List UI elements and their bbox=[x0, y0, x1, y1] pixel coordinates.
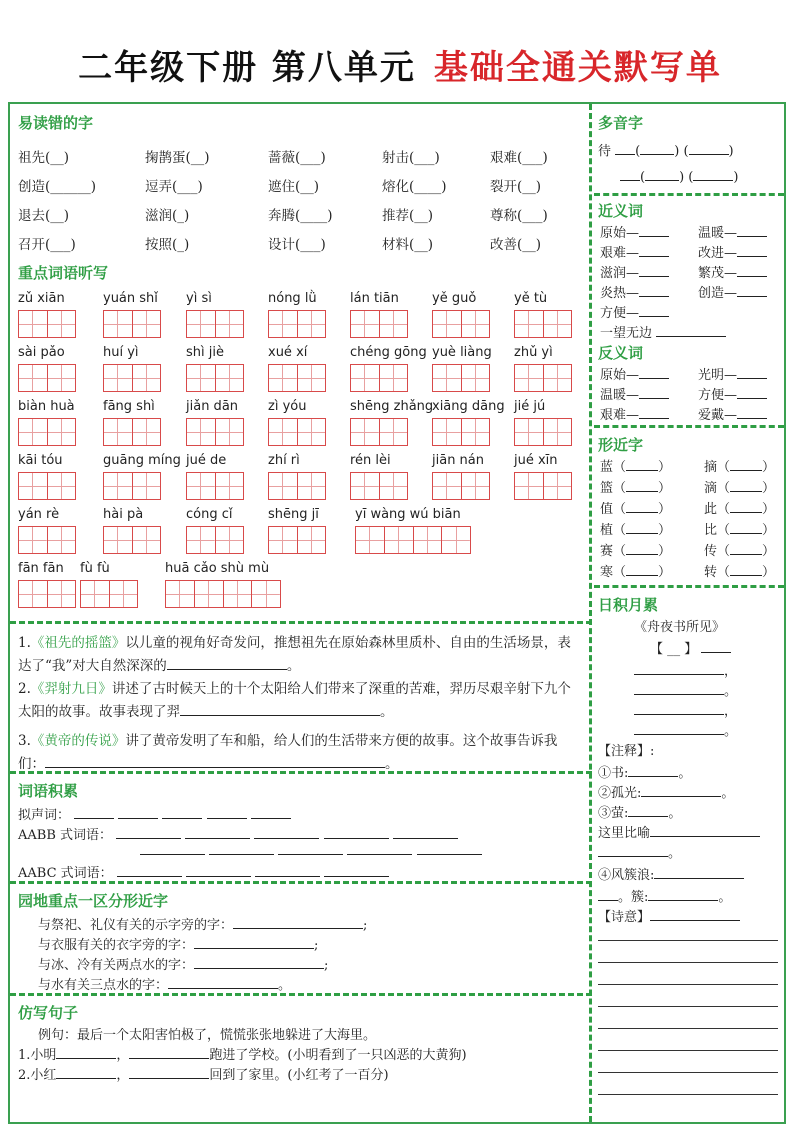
grid-cell[interactable] bbox=[216, 473, 244, 499]
grid-cell[interactable] bbox=[187, 311, 216, 337]
writing-grid[interactable] bbox=[268, 364, 326, 392]
grid-cell[interactable] bbox=[133, 527, 161, 553]
synonym-word: 艰难 bbox=[600, 246, 627, 261]
easy-read-word: 裂开(__) bbox=[490, 179, 542, 195]
writing-grid[interactable] bbox=[355, 526, 471, 554]
grid-cell[interactable] bbox=[19, 581, 48, 607]
grid-cell[interactable] bbox=[462, 473, 490, 499]
grid-cell[interactable] bbox=[462, 311, 490, 337]
pinyin-label: huā cǎo shù mù bbox=[165, 561, 270, 576]
meaning-line[interactable] bbox=[598, 1028, 778, 1029]
writing-grid[interactable] bbox=[350, 418, 408, 446]
grid-cell[interactable] bbox=[195, 581, 224, 607]
grid-cell[interactable] bbox=[515, 419, 544, 445]
grid-cell[interactable] bbox=[133, 473, 161, 499]
similar-char: 此 bbox=[704, 502, 718, 517]
similar-char: 蓝 bbox=[600, 460, 614, 475]
writing-grid[interactable] bbox=[103, 418, 161, 446]
pinyin-label: zì yóu bbox=[268, 399, 307, 414]
pinyin-label: xué xí bbox=[268, 345, 308, 360]
page-title bbox=[0, 40, 800, 89]
grid-cell[interactable] bbox=[269, 311, 298, 337]
poem-line-1: ， bbox=[634, 660, 737, 679]
grid-cell[interactable] bbox=[48, 527, 76, 553]
synonym-item: 温暖— bbox=[698, 222, 767, 241]
meaning-line[interactable] bbox=[598, 962, 778, 963]
easy-read-word: 遮住(__) bbox=[268, 179, 320, 195]
polyphone-row-1: 待 ( ) ( ) bbox=[598, 144, 734, 159]
similar-heading: 形近字 bbox=[598, 436, 644, 454]
writing-grid[interactable] bbox=[268, 310, 326, 338]
grid-cell[interactable] bbox=[133, 365, 161, 391]
imitate-example: 例句：最后一个太阳害怕极了，慌慌张张地躲进了大海里。 bbox=[38, 1028, 377, 1043]
synonym-word: 炎热 bbox=[600, 286, 627, 301]
note-1: ①书: 。 bbox=[598, 766, 692, 781]
antonym-item: 原始— bbox=[600, 364, 669, 383]
writing-grid[interactable] bbox=[514, 310, 572, 338]
grid-cell[interactable] bbox=[269, 473, 298, 499]
grid-cell[interactable] bbox=[380, 419, 408, 445]
grid-cell[interactable] bbox=[187, 527, 216, 553]
notes-heading: 【注释】: bbox=[598, 744, 655, 759]
writing-grid[interactable] bbox=[18, 526, 76, 554]
grid-cell[interactable] bbox=[298, 311, 326, 337]
similar-item: 摘（ ） bbox=[704, 460, 776, 475]
imitate-heading: 仿写句子 bbox=[18, 1004, 79, 1022]
grid-cell[interactable] bbox=[515, 311, 544, 337]
pinyin-label: shēng zhǎng bbox=[350, 399, 434, 414]
pinyin-label: fān fān bbox=[18, 561, 64, 576]
pinyin-label: kāi tóu bbox=[18, 453, 63, 468]
grid-cell[interactable] bbox=[187, 419, 216, 445]
antonym-word: 艰难 bbox=[600, 408, 627, 423]
synonym-word: 滋润 bbox=[600, 266, 627, 281]
meaning-line[interactable] bbox=[598, 984, 778, 985]
writing-grid[interactable] bbox=[432, 364, 490, 392]
pinyin-label: lán tiān bbox=[350, 291, 399, 306]
antonym-word: 光明 bbox=[698, 368, 725, 383]
easy-read-word: 熔化(____) bbox=[382, 179, 447, 195]
easy-read-word: 尊称(___) bbox=[490, 208, 548, 224]
antonym-word: 温暖 bbox=[600, 388, 627, 403]
synonym-item: 艰难— bbox=[600, 242, 669, 261]
easy-read-word: 创造(______) bbox=[18, 179, 97, 195]
poem-section bbox=[594, 588, 784, 1122]
title-grade: 二年级下册 第八单元 bbox=[78, 48, 416, 88]
pinyin-label: jué de bbox=[186, 453, 227, 468]
grid-cell[interactable] bbox=[48, 311, 76, 337]
easy-read-word: 奔腾(____) bbox=[268, 208, 333, 224]
grid-cell[interactable] bbox=[19, 527, 48, 553]
easy-read-word: 改善(__) bbox=[490, 237, 542, 253]
accumulate-section bbox=[10, 774, 592, 884]
similar-char: 转 bbox=[704, 565, 718, 580]
similar-item: 转（ ） bbox=[704, 565, 776, 580]
antonym-item: 艰难— bbox=[600, 404, 669, 423]
meaning-heading: 【诗意】 bbox=[598, 906, 740, 925]
note-4: ④风簇浪: bbox=[598, 864, 744, 883]
imitate-q1: 1.小明 ， 跑进了学校。(小明看到了一只凶恶的大黄狗) bbox=[18, 1048, 467, 1063]
polyphone-section bbox=[594, 104, 784, 196]
grid-cell[interactable] bbox=[110, 581, 138, 607]
synonym-word: 原始 bbox=[600, 226, 627, 241]
grid-cell[interactable] bbox=[462, 365, 490, 391]
aabc-label: AABC 式词语： bbox=[18, 862, 389, 881]
grid-cell[interactable] bbox=[433, 473, 462, 499]
writing-grid[interactable] bbox=[514, 418, 572, 446]
pinyin-label: huí yì bbox=[103, 345, 139, 360]
grid-cell[interactable] bbox=[48, 365, 76, 391]
imitate-section bbox=[10, 996, 592, 1120]
writing-grid[interactable] bbox=[18, 580, 76, 608]
writing-grid[interactable] bbox=[432, 310, 490, 338]
writing-grid[interactable] bbox=[103, 364, 161, 392]
grid-cell[interactable] bbox=[81, 581, 110, 607]
grid-cell[interactable] bbox=[351, 311, 380, 337]
synonym-item: 改进— bbox=[698, 242, 767, 261]
aabb-label: AABB 式词语： bbox=[18, 824, 458, 843]
grid-cell[interactable] bbox=[442, 527, 470, 553]
grid-cell[interactable] bbox=[187, 365, 216, 391]
grid-cell[interactable] bbox=[104, 419, 133, 445]
writing-grid[interactable] bbox=[514, 364, 572, 392]
grid-cell[interactable] bbox=[351, 365, 380, 391]
grid-cell[interactable] bbox=[515, 365, 544, 391]
note-3c: 。 bbox=[598, 842, 681, 861]
similar-item: 寒（ ） bbox=[600, 565, 672, 580]
easy-read-word: 蔷薇(___) bbox=[268, 150, 326, 166]
grid-cell[interactable] bbox=[133, 419, 161, 445]
antonym-word: 方便 bbox=[698, 388, 725, 403]
meaning-line[interactable] bbox=[598, 1006, 778, 1007]
grid-cell[interactable] bbox=[544, 365, 572, 391]
writing-grid[interactable] bbox=[350, 472, 408, 500]
grid-cell[interactable] bbox=[433, 419, 462, 445]
synonym-item: 繁茂— bbox=[698, 262, 767, 281]
grid-cell[interactable] bbox=[380, 365, 408, 391]
easy-read-word: 滋润(_) bbox=[145, 208, 190, 224]
pinyin-label: chéng gōng bbox=[350, 345, 427, 360]
pinyin-label: biàn huà bbox=[18, 399, 75, 414]
writing-grid[interactable] bbox=[432, 418, 490, 446]
grid-cell[interactable] bbox=[269, 365, 298, 391]
grid-cell[interactable] bbox=[216, 419, 244, 445]
easy-read-word: 材料(__) bbox=[382, 237, 434, 253]
easy-read-word: 设计(___) bbox=[268, 237, 326, 253]
easy-read-word: 射击(___) bbox=[382, 150, 440, 166]
grid-cell[interactable] bbox=[544, 473, 572, 499]
pinyin-label: zǔ xiān bbox=[18, 291, 65, 306]
synonym-item: 原始— bbox=[600, 222, 669, 241]
grid-cell[interactable] bbox=[351, 419, 380, 445]
grid-cell[interactable] bbox=[19, 365, 48, 391]
writing-grid[interactable] bbox=[80, 580, 138, 608]
pinyin-label: yī wàng wú biān bbox=[355, 507, 461, 522]
similar-char: 比 bbox=[704, 523, 718, 538]
polyphone-heading: 多音字 bbox=[598, 114, 644, 132]
meaning-line[interactable] bbox=[598, 1072, 778, 1073]
pinyin-label: yì sì bbox=[186, 291, 212, 306]
dictation-heading: 重点词语听写 bbox=[18, 264, 109, 282]
pinyin-label: yuè liàng bbox=[432, 345, 492, 360]
grid-cell[interactable] bbox=[544, 419, 572, 445]
synonym-word: 繁茂 bbox=[698, 266, 725, 281]
easy-read-heading: 易读错的字 bbox=[18, 114, 94, 132]
poem-line-4: 。 bbox=[634, 720, 737, 739]
easy-read-word: 艰难(___) bbox=[490, 150, 548, 166]
writing-grid[interactable] bbox=[186, 364, 244, 392]
similar-item: 比（ ） bbox=[704, 523, 776, 538]
grid-cell[interactable] bbox=[298, 473, 326, 499]
imitate-q2: 2.小红 ， 回到了家里。(小红考了一百分) bbox=[18, 1068, 389, 1083]
pinyin-label: sài pǎo bbox=[18, 345, 65, 360]
pinyin-label: cóng cǐ bbox=[186, 507, 233, 522]
grid-cell[interactable] bbox=[166, 581, 195, 607]
grid-cell[interactable] bbox=[298, 419, 326, 445]
grid-cell[interactable] bbox=[298, 527, 326, 553]
pinyin-label: fù fù bbox=[80, 561, 110, 576]
synonym-word: 方便 bbox=[600, 306, 627, 321]
grid-cell[interactable] bbox=[104, 473, 133, 499]
synonym-word: 改进 bbox=[698, 246, 725, 261]
writing-grid[interactable] bbox=[165, 580, 281, 608]
writing-grid[interactable] bbox=[268, 526, 326, 554]
garden-item-2: 与衣服有关的衣字旁的字： ; bbox=[38, 938, 319, 953]
easy-read-word: 逗弄(___) bbox=[145, 179, 203, 195]
synonym-last: 一望无边 bbox=[600, 322, 726, 341]
writing-grid[interactable] bbox=[350, 364, 408, 392]
writing-grid[interactable] bbox=[103, 310, 161, 338]
writing-grid[interactable] bbox=[186, 526, 244, 554]
note-3b: 这里比喻 bbox=[598, 822, 760, 841]
easy-read-word: 掬鹊蛋(__) bbox=[145, 150, 210, 166]
similar-item: 此（ ） bbox=[704, 502, 776, 517]
grid-cell[interactable] bbox=[133, 311, 161, 337]
pinyin-label: zhǔ yì bbox=[514, 345, 553, 360]
polyphone-row-2: ( ) ( ) bbox=[620, 170, 738, 185]
writing-grid[interactable] bbox=[514, 472, 572, 500]
reading-item-1: 1.《祖先的摇篮》以儿童的视角好奇发问，推想祖先在原始森林里质朴、自由的生活场景，表达了“我”对大自然深深的 。 bbox=[18, 635, 571, 674]
pinyin-label: guāng míng bbox=[103, 453, 181, 468]
synonym-item: 创造— bbox=[698, 282, 767, 301]
grid-cell[interactable] bbox=[433, 311, 462, 337]
onomatopoeia-label: 拟声词： bbox=[18, 804, 291, 823]
pinyin-label: shì jiè bbox=[186, 345, 224, 360]
similar-char: 值 bbox=[600, 502, 614, 517]
grid-cell[interactable] bbox=[515, 473, 544, 499]
accumulate-heading: 词语积累 bbox=[18, 782, 79, 800]
garden-item-3: 与冰、冷有关两点水的字： ; bbox=[38, 958, 329, 973]
garden-heading: 园地重点一区分形近字 bbox=[18, 892, 169, 910]
grid-cell[interactable] bbox=[48, 473, 76, 499]
writing-grid[interactable] bbox=[350, 310, 408, 338]
grid-cell[interactable] bbox=[414, 527, 443, 553]
meaning-line[interactable] bbox=[598, 940, 778, 941]
synonym-word: 温暖 bbox=[698, 226, 725, 241]
grid-cell[interactable] bbox=[224, 581, 253, 607]
grid-cell[interactable] bbox=[269, 419, 298, 445]
writing-grid[interactable] bbox=[18, 472, 76, 500]
grid-cell[interactable] bbox=[544, 311, 572, 337]
poem-heading: 日积月累 bbox=[598, 596, 659, 614]
antonym-item: 温暖— bbox=[600, 384, 669, 403]
grid-cell[interactable] bbox=[19, 419, 48, 445]
grid-cell[interactable] bbox=[216, 527, 244, 553]
writing-grid[interactable] bbox=[268, 472, 326, 500]
aabb-lines-2 bbox=[140, 844, 482, 859]
writing-grid[interactable] bbox=[103, 472, 161, 500]
grid-cell[interactable] bbox=[104, 311, 133, 337]
similar-item: 传（ ） bbox=[704, 544, 776, 559]
writing-grid[interactable] bbox=[186, 310, 244, 338]
easy-read-word: 推荐(__) bbox=[382, 208, 434, 224]
grid-cell[interactable] bbox=[351, 473, 380, 499]
grid-cell[interactable] bbox=[216, 311, 244, 337]
similar-item: 蓝（ ） bbox=[600, 460, 672, 475]
poem-title: 《舟夜书所见》 bbox=[634, 620, 726, 635]
similar-item: 植（ ） bbox=[600, 523, 672, 538]
writing-grid[interactable] bbox=[18, 364, 76, 392]
pinyin-label: yě tù bbox=[514, 291, 548, 306]
grid-cell[interactable] bbox=[433, 365, 462, 391]
garden-section bbox=[10, 884, 592, 996]
easy-read-word: 退去(__) bbox=[18, 208, 70, 224]
similar-item: 滴（ ） bbox=[704, 481, 776, 496]
pinyin-label: fāng shì bbox=[103, 399, 155, 414]
pinyin-label: jiǎn dān bbox=[186, 399, 239, 414]
similar-char: 摘 bbox=[704, 460, 718, 475]
synonym-item: 方便— bbox=[600, 302, 669, 321]
grid-cell[interactable] bbox=[298, 365, 326, 391]
pinyin-label: xiāng dāng bbox=[432, 399, 505, 414]
poem-author: 【 __ 】 bbox=[650, 638, 731, 657]
easy-read-word: 召开(___) bbox=[18, 237, 76, 253]
grid-cell[interactable] bbox=[104, 527, 133, 553]
writing-grid[interactable] bbox=[268, 418, 326, 446]
similar-char: 寒 bbox=[600, 565, 614, 580]
grid-cell[interactable] bbox=[48, 581, 76, 607]
pinyin-label: yě guǒ bbox=[432, 291, 477, 306]
similar-item: 赛（ ） bbox=[600, 544, 672, 559]
similar-char: 篮 bbox=[600, 481, 614, 496]
pinyin-label: jiān nán bbox=[432, 453, 485, 468]
similar-item: 篮（ ） bbox=[600, 481, 672, 496]
writing-grid[interactable] bbox=[186, 418, 244, 446]
garden-item-4: 与水有关三点水的字： 。 bbox=[38, 978, 292, 993]
grid-cell[interactable] bbox=[187, 473, 216, 499]
antonym-heading: 反义词 bbox=[598, 344, 644, 362]
synonym-heading: 近义词 bbox=[598, 202, 644, 220]
grid-cell[interactable] bbox=[216, 365, 244, 391]
meaning-line[interactable] bbox=[598, 1094, 778, 1095]
pinyin-label: zhí rì bbox=[268, 453, 300, 468]
pinyin-label: shēng jī bbox=[268, 507, 319, 522]
pinyin-label: yuán shǐ bbox=[103, 291, 158, 306]
grid-cell[interactable] bbox=[380, 473, 408, 499]
synonym-word: 创造 bbox=[698, 286, 725, 301]
similar-char: 赛 bbox=[600, 544, 614, 559]
reading-item-3: 3.《黄帝的传说》讲了黄帝发明了车和船，给人们的生活带来方便的故事。这个故事告诉我们： 。 bbox=[18, 733, 558, 772]
poem-line-2: 。 bbox=[634, 680, 737, 699]
synonym-item: 炎热— bbox=[600, 282, 669, 301]
grid-cell[interactable] bbox=[269, 527, 298, 553]
similar-item: 值（ ） bbox=[600, 502, 672, 517]
poem-line-3: ， bbox=[634, 700, 737, 719]
similar-char: 滴 bbox=[704, 481, 718, 496]
title-main: 基础全通关默写单 bbox=[433, 48, 722, 88]
writing-grid[interactable] bbox=[18, 310, 76, 338]
reading-item-2: 2.《羿射九日》讲述了古时候天上的十个太阳给人们带来了深重的苦难，羿历尽艰辛射下九个太阳的故事。故事表现了羿 。 bbox=[18, 681, 571, 720]
meaning-line[interactable] bbox=[598, 1050, 778, 1051]
reading-text bbox=[18, 632, 584, 776]
easy-read-word: 按照(_) bbox=[145, 237, 190, 253]
pinyin-label: nóng lǜ bbox=[268, 291, 317, 306]
pinyin-label: yán rè bbox=[18, 507, 60, 522]
pinyin-label: jué xīn bbox=[514, 453, 558, 468]
synonym-item: 滋润— bbox=[600, 262, 669, 281]
grid-cell[interactable] bbox=[19, 311, 48, 337]
writing-grid[interactable] bbox=[432, 472, 490, 500]
writing-grid[interactable] bbox=[103, 526, 161, 554]
pinyin-label: hài pà bbox=[103, 507, 144, 522]
pinyin-label: rén lèi bbox=[350, 453, 391, 468]
pinyin-label: jié jú bbox=[514, 399, 546, 414]
grid-cell[interactable] bbox=[380, 311, 408, 337]
antonym-word: 爱戴 bbox=[698, 408, 725, 423]
garden-item-1: 与祭祀、礼仪有关的示字旁的字： ; bbox=[38, 918, 368, 933]
grid-cell[interactable] bbox=[462, 419, 490, 445]
note-2: ②孤光: 。 bbox=[598, 786, 735, 801]
easy-read-word: 祖先(__) bbox=[18, 150, 70, 166]
note-3: ③萤: 。 bbox=[598, 806, 682, 821]
antonym-word: 原始 bbox=[600, 368, 627, 383]
grid-cell[interactable] bbox=[356, 527, 385, 553]
grid-cell[interactable] bbox=[48, 419, 76, 445]
grid-cell[interactable] bbox=[19, 473, 48, 499]
writing-grid[interactable] bbox=[18, 418, 76, 446]
grid-cell[interactable] bbox=[385, 527, 414, 553]
grid-cell[interactable] bbox=[252, 581, 280, 607]
antonym-item: 爱戴— bbox=[698, 404, 767, 423]
antonym-item: 光明— bbox=[698, 364, 767, 383]
writing-grid[interactable] bbox=[186, 472, 244, 500]
similar-char: 植 bbox=[600, 523, 614, 538]
grid-cell[interactable] bbox=[104, 365, 133, 391]
similar-char: 传 bbox=[704, 544, 718, 559]
antonym-item: 方便— bbox=[698, 384, 767, 403]
note-4b: 。簇: 。 bbox=[598, 886, 731, 905]
